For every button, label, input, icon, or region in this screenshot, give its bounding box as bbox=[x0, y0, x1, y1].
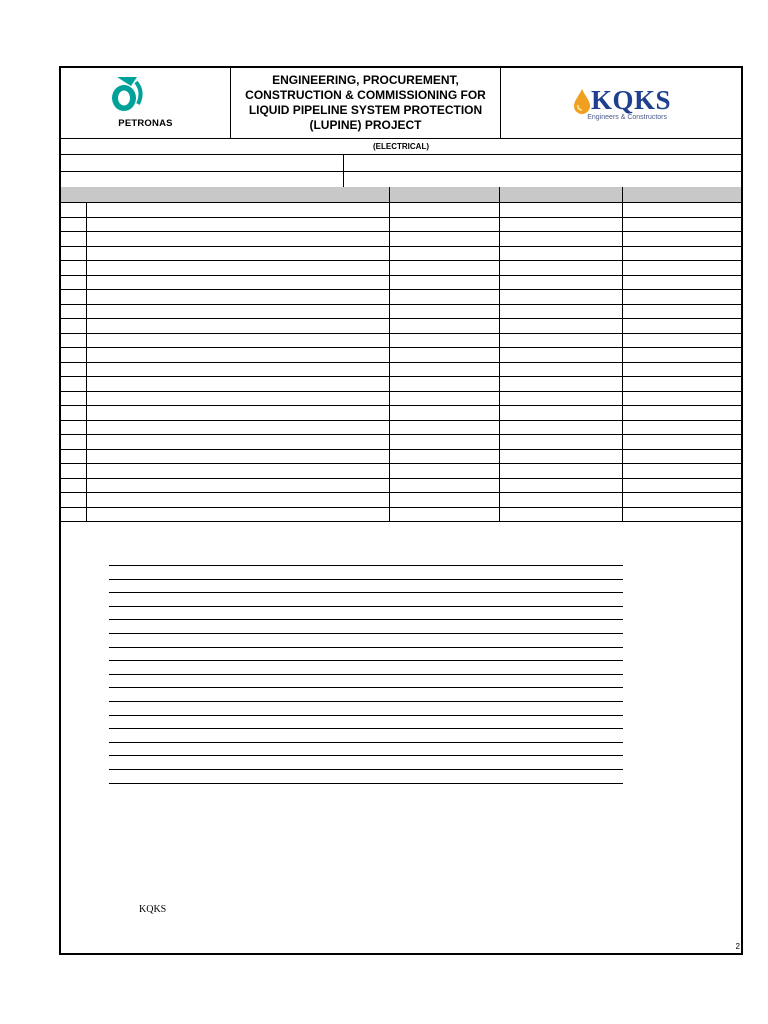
table-row bbox=[61, 377, 741, 392]
note-line bbox=[109, 674, 623, 675]
table-row bbox=[61, 261, 741, 276]
note-line bbox=[109, 606, 623, 607]
kqks-logo bbox=[573, 85, 671, 121]
note-line bbox=[109, 701, 623, 702]
note-line bbox=[109, 592, 623, 593]
note-line bbox=[109, 565, 623, 566]
table-row bbox=[61, 479, 741, 494]
table-row bbox=[61, 232, 741, 247]
note-line bbox=[109, 783, 623, 784]
table-row bbox=[61, 247, 741, 262]
kqks-logo-cell bbox=[501, 68, 743, 138]
table-row bbox=[61, 319, 741, 334]
table-row bbox=[61, 363, 741, 378]
table-row bbox=[61, 334, 741, 349]
table-header-bar bbox=[61, 187, 741, 203]
kqks-logo-text: KQKS bbox=[590, 85, 672, 115]
kqks-logo-subtitle: Engineers & Constructors bbox=[587, 114, 668, 121]
info-row bbox=[61, 155, 741, 172]
table-row bbox=[61, 406, 741, 421]
table-row bbox=[61, 203, 741, 218]
table-row bbox=[61, 508, 741, 523]
table-row bbox=[61, 450, 741, 465]
note-line bbox=[109, 633, 623, 634]
note-line bbox=[109, 715, 623, 716]
checklist-sheet bbox=[59, 66, 743, 955]
oil-drop-icon bbox=[573, 88, 591, 114]
note-line bbox=[109, 647, 623, 648]
table-row bbox=[61, 290, 741, 305]
title-cell bbox=[231, 68, 501, 138]
note-line bbox=[109, 660, 623, 661]
document-title: ENGINEERING, PROCUREMENT, CONSTRUCTION & COMMISSIONING FOR LIQUID PIPELINE SYSTEM PROTECTION (LUPINE) PROJECT bbox=[245, 73, 486, 132]
table-row bbox=[61, 305, 741, 320]
table-row bbox=[61, 348, 741, 363]
table-row bbox=[61, 493, 741, 508]
table-row bbox=[61, 435, 741, 450]
table-row bbox=[61, 392, 741, 407]
note-line bbox=[109, 728, 623, 729]
note-line bbox=[109, 619, 623, 620]
note-line bbox=[109, 769, 623, 770]
note-line bbox=[109, 755, 623, 756]
petronas-logo-text: PETRONAS bbox=[118, 118, 173, 129]
table-row bbox=[61, 464, 741, 479]
petronas-logo-cell bbox=[61, 68, 231, 138]
table-row bbox=[61, 421, 741, 436]
page-number: 2 bbox=[735, 942, 740, 951]
note-line bbox=[109, 742, 623, 743]
table-row bbox=[61, 276, 741, 291]
section-label: (ELECTRICAL) bbox=[61, 139, 741, 155]
note-line bbox=[109, 687, 623, 688]
table-row bbox=[61, 218, 741, 233]
document-header bbox=[61, 68, 741, 139]
note-line bbox=[109, 579, 623, 580]
footer-company: KQKS bbox=[139, 904, 167, 915]
petronas-logo-icon bbox=[107, 74, 147, 114]
